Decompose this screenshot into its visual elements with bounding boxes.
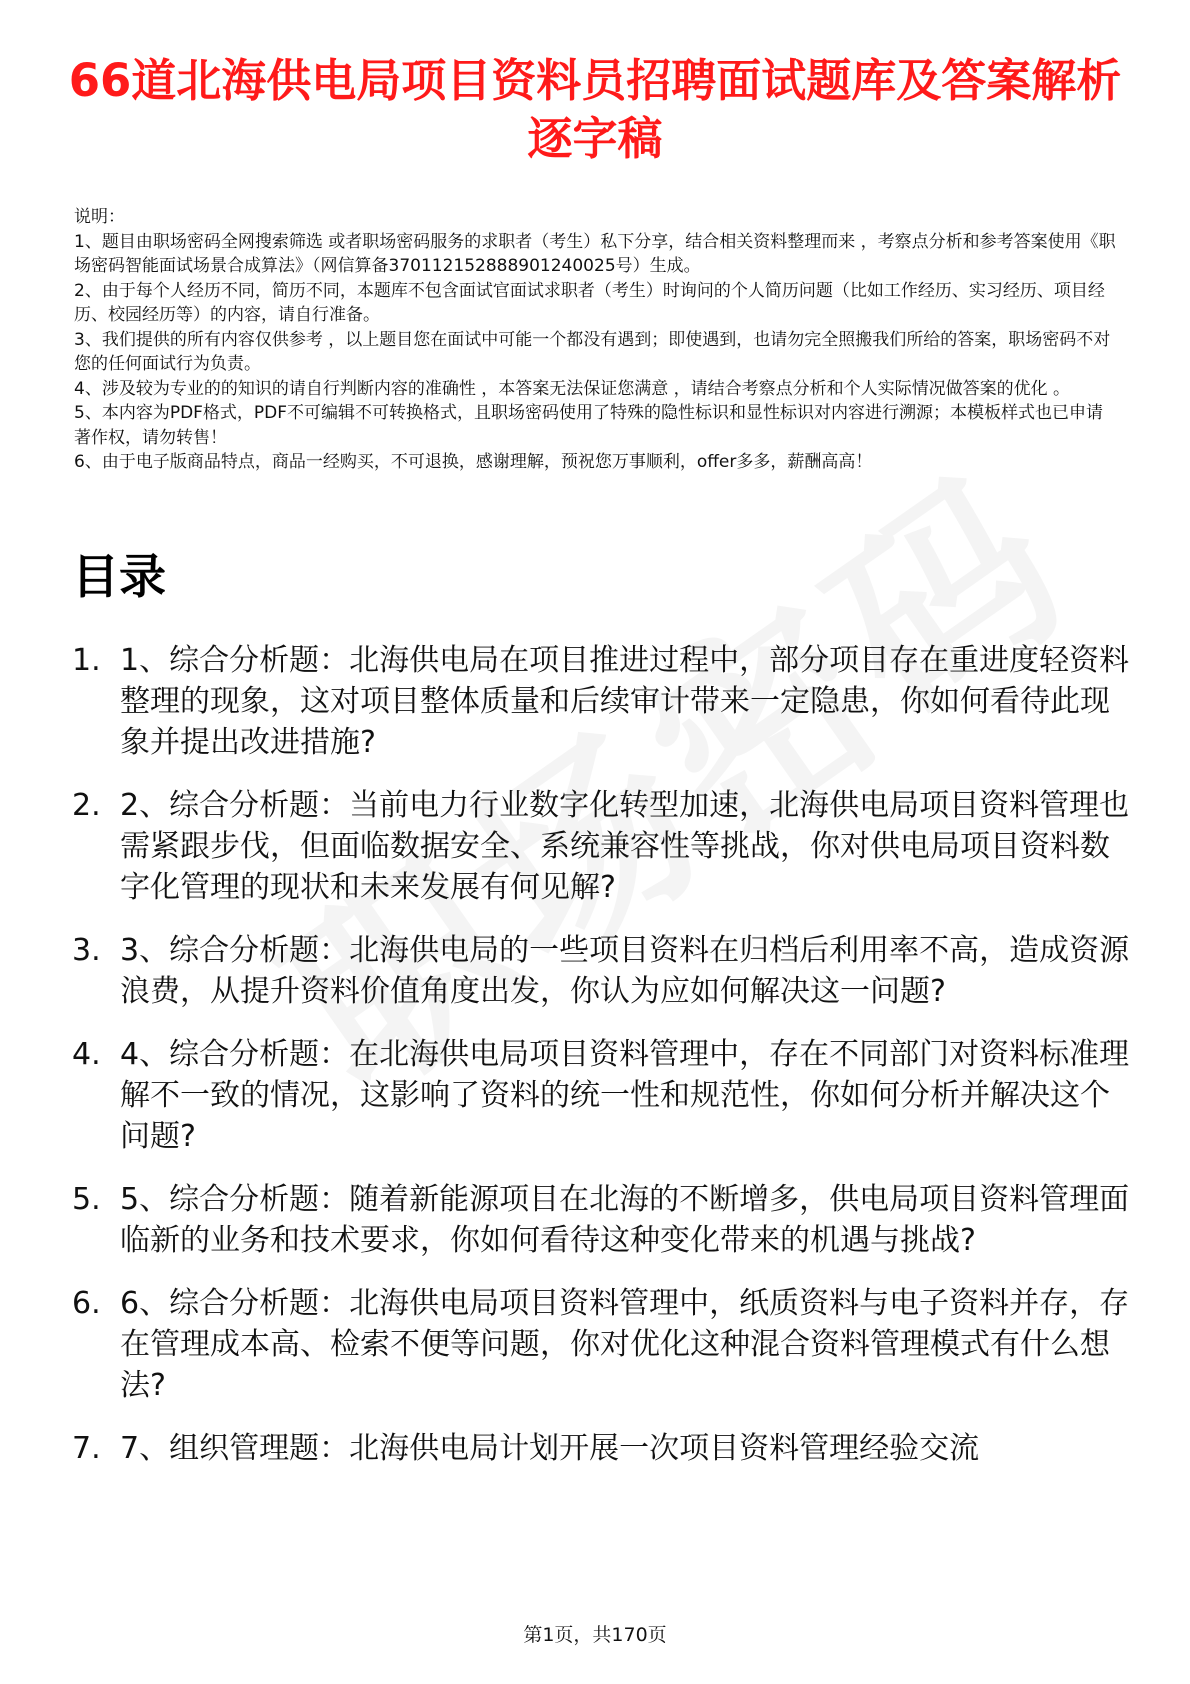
toc-item-number: 2. bbox=[72, 788, 101, 823]
toc-item-text: 2、综合分析题：当前电力行业数字化转型加速，北海供电局项目资料管理也需紧跟步伐，但面临数据安全、系统兼容性等挑战，你对供电局项目资料数字化管理的现状和未来发展有何见解? bbox=[120, 788, 1130, 905]
toc-item[interactable] bbox=[72, 1179, 1132, 1261]
toc-item-number: 1. bbox=[72, 643, 101, 678]
document-title: 66道北海供电局项目资料员招聘面试题库及答案解析逐字稿 bbox=[68, 54, 1122, 165]
toc-heading: 目录 bbox=[72, 550, 166, 605]
toc-item[interactable] bbox=[72, 930, 1132, 1012]
toc-item-text: 5、综合分析题：随着新能源项目在北海的不断增多，供电局项目资料管理面临新的业务和技术要求，你如何看待这种变化带来的机遇与挑战? bbox=[120, 1182, 1130, 1258]
note-item: 6、由于电子版商品特点，商品一经购买，不可退换，感谢理解，预祝您万事顺利，offer多多，薪酬高高！ bbox=[74, 452, 873, 472]
toc-item-text: 4、综合分析题：在北海供电局项目资料管理中，存在不同部门对资料标准理解不一致的情况，这影响了资料的统一性和规范性，你如何分析并解决这个问题? bbox=[120, 1037, 1130, 1154]
toc-item-number: 3. bbox=[72, 933, 101, 968]
notes-section bbox=[74, 205, 1116, 475]
toc-item-number: 6. bbox=[72, 1286, 101, 1321]
toc-item[interactable] bbox=[72, 785, 1132, 908]
note-item: 5、本内容为PDF格式，PDF不可编辑不可转换格式，且职场密码使用了特殊的隐性标识和显性标识对内容进行溯源；本模板样式也已申请著作权，请勿转售！ bbox=[74, 403, 1104, 448]
toc-item[interactable] bbox=[72, 640, 1132, 763]
toc-item-text: 3、综合分析题：北海供电局的一些项目资料在归档后利用率不高，造成资源浪费，从提升资料价值角度出发，你认为应如何解决这一问题? bbox=[120, 933, 1130, 1009]
toc-item-text: 7、组织管理题：北海供电局计划开展一次项目资料管理经验交流 bbox=[120, 1431, 980, 1466]
toc-item-number: 7. bbox=[72, 1431, 101, 1466]
table-of-contents bbox=[72, 640, 1132, 1491]
note-item: 1、题目由职场密码全网搜索筛选 或者职场密码服务的求职者（考生）私下分享，结合相关资料整理而来 ，考察点分析和参考答案使用《职场密码智能面试场景合成算法》（网信算备370112152888901240025号）生成。 bbox=[74, 231, 1116, 276]
toc-item[interactable] bbox=[72, 1428, 1132, 1469]
toc-item-text: 6、综合分析题：北海供电局项目资料管理中，纸质资料与电子资料并存，存在管理成本高、检索不便等问题，你对优化这种混合资料管理模式有什么想法? bbox=[120, 1286, 1130, 1403]
toc-item-number: 5. bbox=[72, 1182, 101, 1217]
toc-item[interactable] bbox=[72, 1034, 1132, 1157]
toc-item[interactable] bbox=[72, 1283, 1132, 1406]
notes-heading: 说明： bbox=[74, 207, 125, 227]
note-item: 3、我们提供的所有内容仅供参考 ，以上题目您在面试中可能一个都没有遇到；即使遇到，也请勿完全照搬我们所给的答案，职场密码不对您的任何面试行为负责。 bbox=[74, 329, 1111, 374]
note-item: 2、由于每个人经历不同，简历不同，本题库不包含面试官面试求职者（考生）时询问的个人简历问题（比如工作经历、实习经历、项目经历、校园经历等）的内容，请自行准备。 bbox=[74, 280, 1105, 325]
note-item: 4、涉及较为专业的的知识的请自行判断内容的准确性 ，本答案无法保证您满意 ，请结合考察点分析和个人实际情况做答案的优化 。 bbox=[74, 378, 1071, 399]
toc-item-text: 1、综合分析题：北海供电局在项目推进过程中，部分项目存在重进度轻资料整理的现象，这对项目整体质量和后续审计带来一定隐患，你如何看待此现象并提出改进措施? bbox=[120, 643, 1130, 760]
toc-item-number: 4. bbox=[72, 1037, 101, 1072]
page-footer: 第1页，共170页 bbox=[523, 1624, 667, 1646]
